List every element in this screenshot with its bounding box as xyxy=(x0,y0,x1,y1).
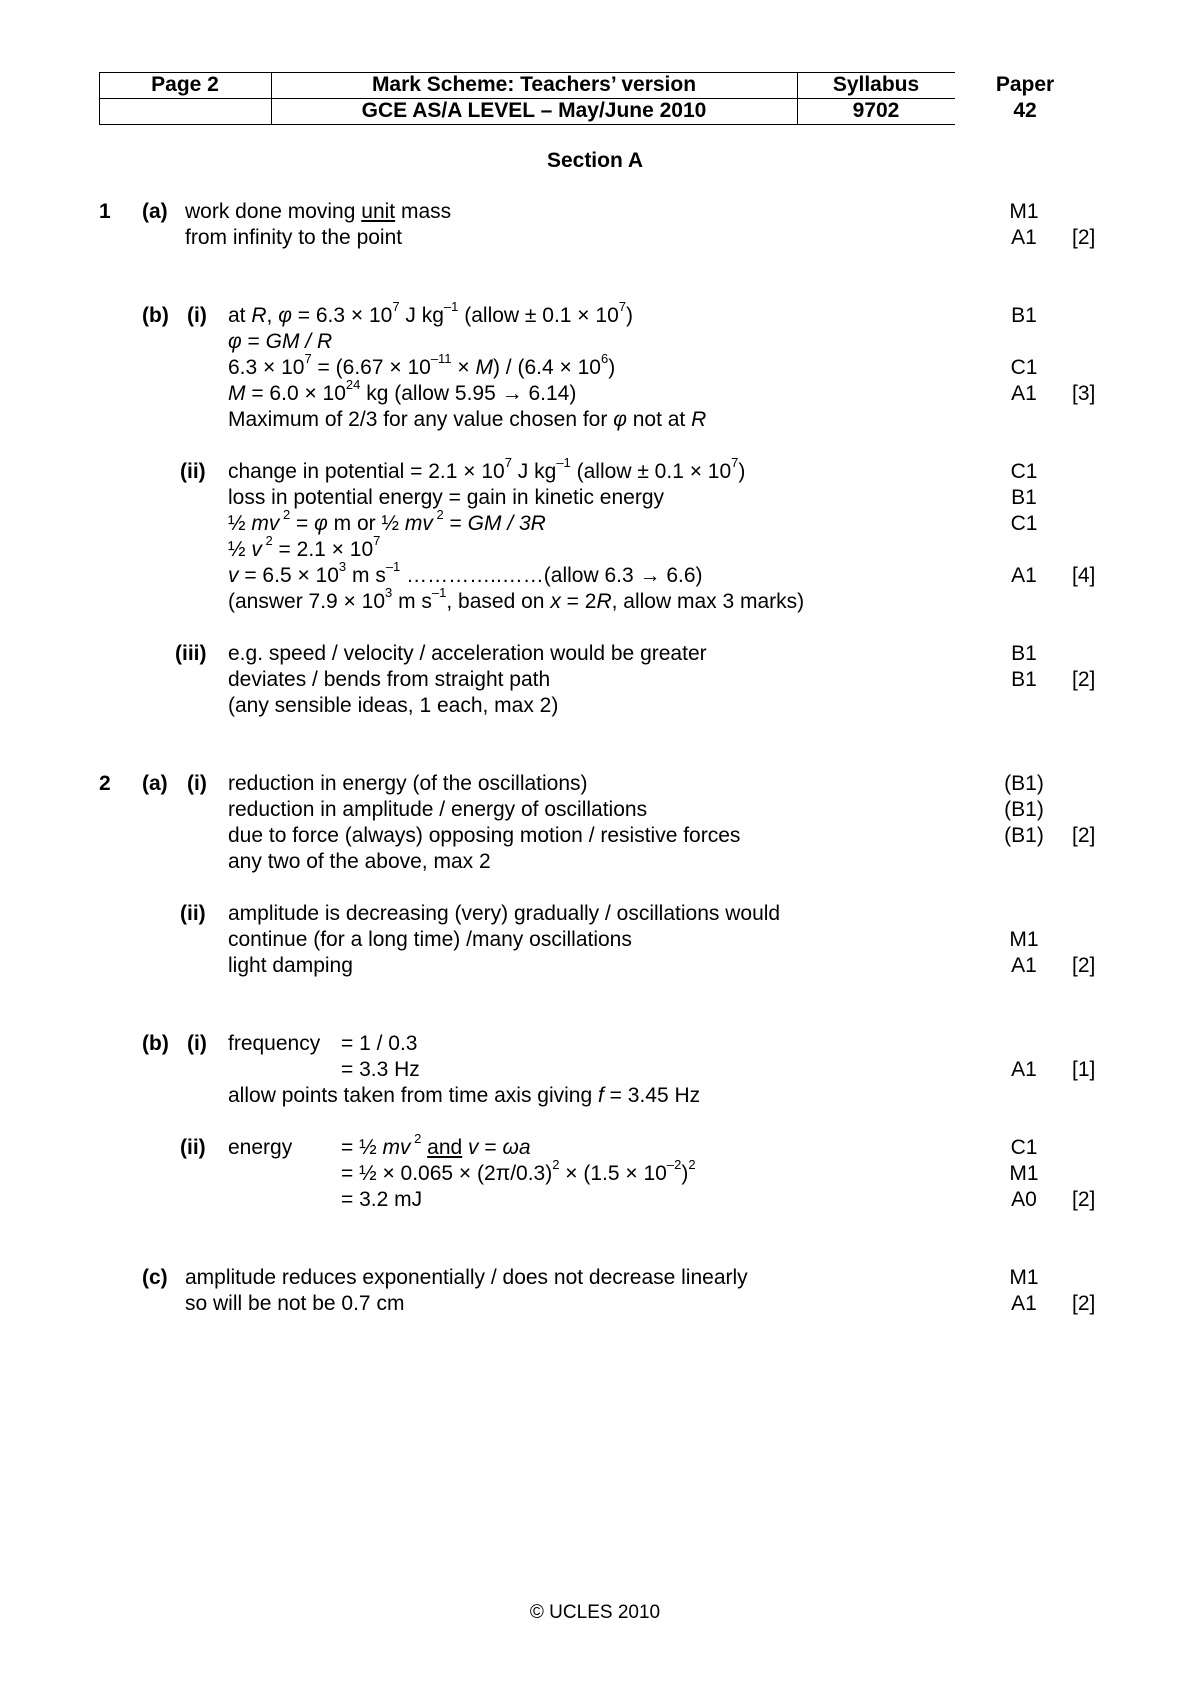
q1bi-line-5: Maximum of 2/3 for any value chosen for φ not at R xyxy=(228,408,707,431)
q2c-line-2: so will be not be 0.7 cm xyxy=(185,1292,405,1315)
q1bi-line-1: at R, $\varphi = 6.3 \times 10^7$ J $kg^{-1}$ (allow ± $0.1 \times 10^7$) xyxy=(228,299,633,327)
mark: M1 xyxy=(1009,1162,1039,1185)
header-bottom-border xyxy=(99,124,955,125)
mark: B1 xyxy=(1011,668,1037,691)
q1-part-a-label: (a) xyxy=(142,200,168,223)
q1bi-line-3: $6.3 \times 10^7 = (6.67 \times 10^{-11} \times M) / (6.4 \times 10^6)$ xyxy=(228,351,616,379)
q2b-subpart-i-label: (i) xyxy=(187,1032,207,1055)
mark: A0 xyxy=(1011,1188,1037,1211)
q1bii-line-2: loss in potential energy = gain in kinetic energy xyxy=(228,486,665,509)
q2bii-line-1-value: = ½ mv $^2$ and v = ωa xyxy=(341,1131,531,1159)
footer-copyright: © UCLES 2010 xyxy=(529,1602,661,1623)
header-table xyxy=(99,72,955,124)
q2c-line-1: amplitude reduces exponentially / does not decrease linearly xyxy=(185,1266,748,1289)
q1biii-line-3: (any sensible ideas, 1 each, max 2) xyxy=(228,694,559,717)
q2bi-line-2-value: = 3.3 Hz xyxy=(341,1058,420,1081)
q2aii-line-2: continue (for a long time) /many oscillations xyxy=(228,928,632,951)
q2bi-frequency-label: frequency xyxy=(228,1032,321,1055)
mark: B1 xyxy=(1011,304,1037,327)
mark: A1 xyxy=(1011,226,1037,249)
q2bi-line-3: allow points taken from time axis giving f = 3.45 Hz xyxy=(228,1084,701,1107)
total-marks: [3] xyxy=(1072,382,1096,405)
q2bii-line-2-value: = ½ × $0.065 \times (2\pi/0.3)^2 \times (1.5 \times 10^{-2})^2$ xyxy=(341,1157,696,1185)
mark: C1 xyxy=(1010,460,1038,483)
mark: A1 xyxy=(1011,382,1037,405)
q2ai-line-2: reduction in amplitude / energy of oscillations xyxy=(228,798,648,821)
header-page: Page 2 xyxy=(151,73,219,96)
q2b-subpart-ii-label: (ii) xyxy=(180,1136,206,1159)
q2aii-line-1: amplitude is decreasing (very) gradually / oscillations would xyxy=(228,902,781,925)
mark: C1 xyxy=(1010,1136,1038,1159)
q2bi-line-1-value: = 1 / 0.3 xyxy=(341,1032,418,1055)
total-marks: [2] xyxy=(1072,226,1096,249)
mark: (B1) xyxy=(1004,824,1044,847)
header-paper-number: 42 xyxy=(1013,99,1037,122)
mark: (B1) xyxy=(1004,772,1044,795)
total-marks: [2] xyxy=(1072,954,1096,977)
q1a-line-2: from infinity to the point xyxy=(185,226,403,249)
total-marks: [2] xyxy=(1072,668,1096,691)
q2ai-line-1: reduction in energy (of the oscillations) xyxy=(228,772,588,795)
mark: A1 xyxy=(1011,954,1037,977)
mark: A1 xyxy=(1011,1058,1037,1081)
q1bii-line-4: ½ v $^2 = 2.1 \times 10^7$ xyxy=(228,533,381,561)
q1bi-line-4: $M = 6.0 \times 10^{24}$ kg (allow 5.95 → 6.14) xyxy=(228,377,577,405)
q1bii-line-3: ½ mv $^2$ = φ m or ½ mv $^2$ = GM / 3R xyxy=(228,507,546,535)
q1biii-line-1: e.g. speed / velocity / acceleration would be greater xyxy=(228,642,707,665)
q1b-subpart-ii-label: (ii) xyxy=(180,460,206,483)
mark: M1 xyxy=(1009,200,1039,223)
q2a-subpart-ii-label: (ii) xyxy=(180,902,206,925)
header-syllabus-code: 9702 xyxy=(852,99,900,122)
mark: M1 xyxy=(1009,1266,1039,1289)
q2aii-line-3: light damping xyxy=(228,954,353,977)
q2-part-b-label: (b) xyxy=(142,1032,169,1055)
question-number-1: 1 xyxy=(99,200,111,223)
total-marks: [2] xyxy=(1072,824,1096,847)
q2ai-line-4: any two of the above, max 2 xyxy=(228,850,491,873)
total-marks: [4] xyxy=(1072,564,1096,587)
mark: B1 xyxy=(1011,642,1037,665)
header-syllabus-label: Syllabus xyxy=(832,73,920,96)
q1biii-line-2: deviates / bends from straight path xyxy=(228,668,551,691)
q2-part-a-label: (a) xyxy=(142,772,168,795)
q1bi-line-2: φ = GM / R xyxy=(228,330,333,353)
q2-part-c-label: (c) xyxy=(142,1266,168,1289)
mark: M1 xyxy=(1009,928,1039,951)
q1bii-line-5: $v = 6.5 \times 10^3$ m $s^{-1}$ …………..……(allow 6.3 → 6.6) xyxy=(228,559,703,587)
mark: A1 xyxy=(1011,564,1037,587)
mark: (B1) xyxy=(1004,798,1044,821)
mark: B1 xyxy=(1011,486,1037,509)
q1bii-line-6: (answer $7.9 \times 10^3$ m $s^{-1}$, based on x = 2R, allow max 3 marks) xyxy=(228,585,805,613)
header-paper-label: Paper xyxy=(995,73,1055,96)
header-subtitle: GCE AS/A LEVEL – May/June 2010 xyxy=(361,99,707,122)
q1b-subpart-i-label: (i) xyxy=(187,304,207,327)
header-title: Mark Scheme: Teachers’ version xyxy=(371,73,697,96)
total-marks: [2] xyxy=(1072,1292,1096,1315)
question-number-2: 2 xyxy=(99,772,111,795)
q2a-subpart-i-label: (i) xyxy=(187,772,207,795)
section-title: Section A xyxy=(546,149,644,172)
total-marks: [1] xyxy=(1072,1058,1096,1081)
q2bii-energy-label: energy xyxy=(228,1136,293,1159)
q2bii-line-3-value: = 3.2 mJ xyxy=(341,1188,423,1211)
q1-part-b-label: (b) xyxy=(142,304,169,327)
q1a-line-1: work done moving unit mass xyxy=(185,200,452,223)
mark: C1 xyxy=(1010,356,1038,379)
q1b-subpart-iii-label: (iii) xyxy=(175,642,207,665)
mark: A1 xyxy=(1011,1292,1037,1315)
q1bii-line-1: change in potential = $2.1 \times 10^7$ J $kg^{-1}$ (allow ± $0.1 \times 10^7$) xyxy=(228,455,746,483)
mark: C1 xyxy=(1010,512,1038,535)
q2ai-line-3: due to force (always) opposing motion / resistive forces xyxy=(228,824,741,847)
total-marks: [2] xyxy=(1072,1188,1096,1211)
